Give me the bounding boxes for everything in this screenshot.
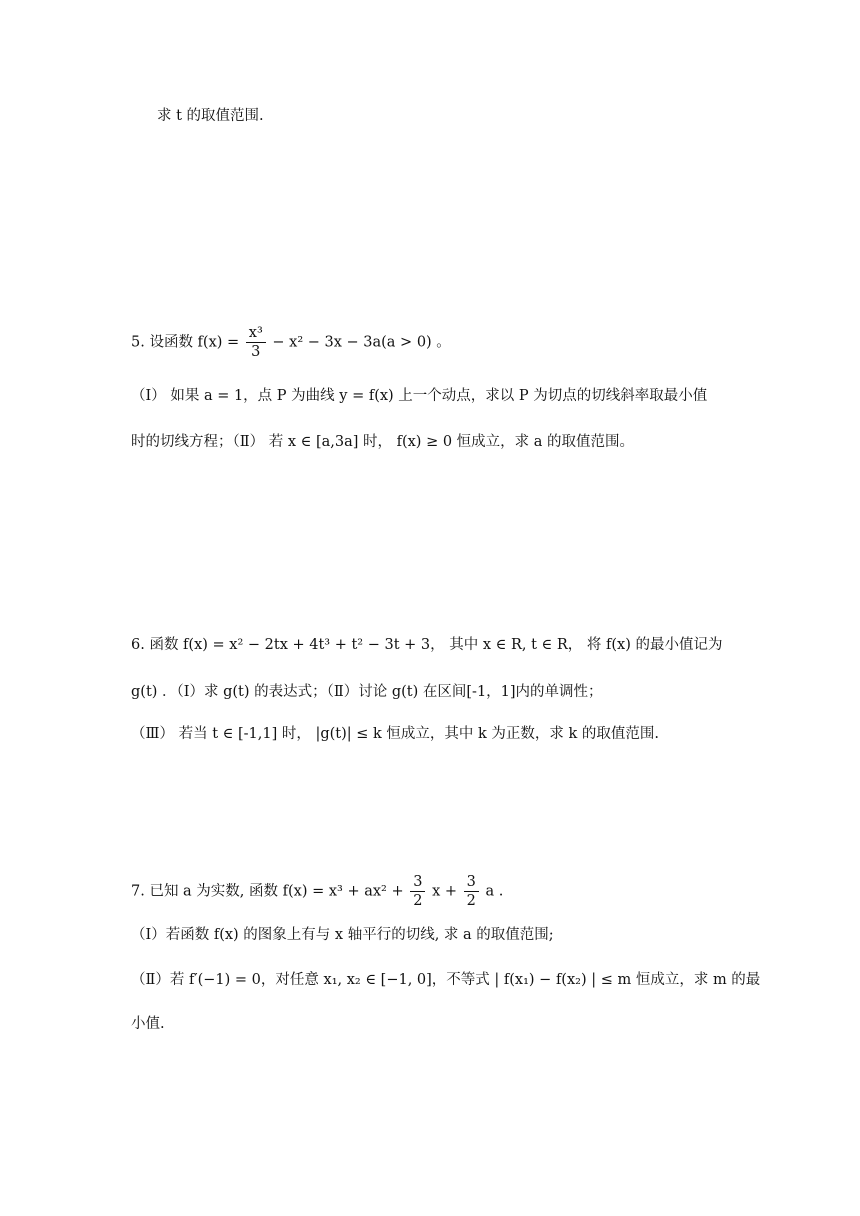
problem7-statement — [131, 873, 503, 910]
problem6-line3: （Ⅲ） 若当 t ∈ [-1,1] 时， |g(t)| ≤ k 恒成立，其中 k 为正数，求 k 的取值范围. — [131, 726, 660, 742]
problem6-line2: g(t) ．（Ⅰ）求 g(t) 的表达式；（Ⅱ）讨论 g(t) 在区间[-1，1]内的单调性； — [131, 684, 603, 700]
fraction-numerator: x³ — [246, 324, 266, 343]
problem7-tail: a . — [485, 883, 504, 900]
problem4-tail: 求 t 的取值范围. — [157, 108, 264, 124]
problem6-line1: 6. 函数 f(x) = x² − 2tx + 4t³ + t² − 3t + 3， 其中 x ∈ R, t ∈ R， 将 f(x) 的最小值记为 — [131, 637, 723, 653]
problem7-fraction-1 — [410, 873, 425, 910]
problem5-rest: − x² − 3x − 3a(a > 0) 。 — [272, 334, 451, 351]
problem7-part2-line2: 小值. — [131, 1016, 165, 1032]
fraction-numerator: 3 — [410, 873, 425, 892]
fraction-denominator: 2 — [413, 893, 423, 909]
problem7-part1: （Ⅰ）若函数 f(x) 的图象上有与 x 轴平行的切线, 求 a 的取值范围; — [131, 927, 554, 943]
problem7-part2-line1: （Ⅱ）若 f′(−1) = 0，对任意 x₁, x₂ ∈ [−1, 0]，不等式 | f(x₁) − f(x₂) | ≤ m 恒成立，求 m 的最 — [131, 972, 761, 988]
problem5-lead: 5. 设函数 f(x) = — [131, 334, 240, 351]
fraction-denominator: 3 — [251, 344, 261, 360]
problem5-part1-line1: （Ⅰ） 如果 a = 1，点 P 为曲线 y = f(x) 上一个动点，求以 P 为切点的切线斜率取最小值 — [131, 388, 708, 404]
problem7-lead: 7. 已知 a 为实数, 函数 f(x) = x³ + ax² + — [131, 883, 404, 900]
problem5-statement — [131, 324, 451, 361]
problem7-fraction-2 — [464, 873, 479, 910]
problem7-mid: x + — [432, 883, 458, 900]
problem5-fraction — [246, 324, 266, 361]
fraction-denominator: 2 — [466, 893, 476, 909]
problem5-part1-line2: 时的切线方程；（Ⅱ） 若 x ∈ [a,3a] 时， f(x) ≥ 0 恒成立，求 a 的取值范围。 — [131, 434, 635, 450]
fraction-numerator: 3 — [464, 873, 479, 892]
